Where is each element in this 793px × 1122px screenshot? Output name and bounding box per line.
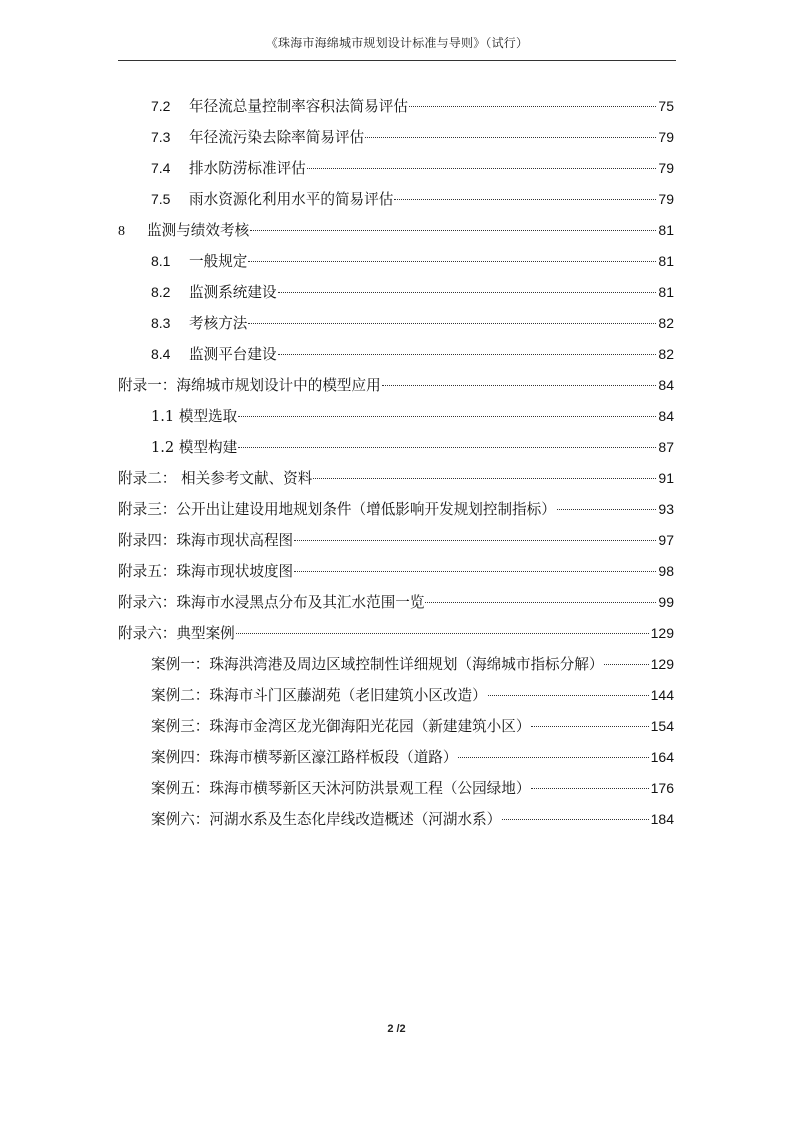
toc-entry-page: 144	[650, 687, 674, 703]
toc-entry-page: 87	[658, 439, 674, 455]
toc-entry-title: 案例一：珠海洪湾港及周边区域控制性详细规划（海绵城市指标分解）	[151, 656, 604, 673]
toc-entry-title: 案例三：珠海市金湾区龙光御海阳光花园（新建建筑小区）	[151, 718, 531, 735]
toc-dot-leader	[409, 106, 657, 107]
toc-entry-title: 案例六：河湖水系及生态化岸线改造概述（河湖水系）	[151, 811, 502, 828]
toc-entry-page: 97	[658, 532, 674, 548]
toc-dot-leader	[294, 540, 656, 541]
toc-entry-number: 8.3	[151, 315, 171, 331]
toc-entry-number: 7.4	[151, 160, 171, 176]
toc-entry-page: 81	[658, 222, 674, 238]
toc-entry[interactable]	[118, 435, 674, 466]
toc-dot-leader	[278, 354, 657, 355]
toc-entry-page: 81	[658, 253, 674, 269]
toc-entry-page: 91	[658, 470, 674, 486]
toc-entry-number: 8.2	[151, 284, 171, 300]
toc-dot-leader	[294, 571, 656, 572]
toc-dot-leader	[382, 385, 657, 386]
toc-entry-title: 附录六：典型案例	[118, 625, 235, 642]
toc-entry[interactable]	[118, 125, 674, 156]
toc-entry-page: 82	[658, 346, 674, 362]
toc-dot-leader	[248, 261, 656, 262]
toc-dot-leader	[425, 602, 656, 603]
toc-dot-leader	[365, 137, 656, 138]
toc-entry[interactable]	[118, 218, 674, 249]
toc-dot-leader	[238, 416, 656, 417]
toc-entry-title: 监测平台建设	[189, 346, 277, 363]
toc-entry-page: 82	[658, 315, 674, 331]
toc-entry-page: 98	[658, 563, 674, 579]
toc-entry[interactable]	[118, 249, 674, 280]
toc-entry[interactable]	[118, 807, 674, 838]
toc-entry-title: 案例二：珠海市斗门区藤湖苑（老旧建筑小区改造）	[151, 687, 487, 704]
toc-entry[interactable]	[118, 342, 674, 373]
toc-entry[interactable]	[118, 683, 674, 714]
toc-entry-page: 154	[650, 718, 674, 734]
toc-entry-page: 93	[658, 501, 674, 517]
toc-entry-title: 案例五：珠海市横琴新区天沐河防洪景观工程（公园绿地）	[151, 780, 531, 797]
table-of-contents	[118, 94, 674, 838]
toc-entry-title: 年径流污染去除率简易评估	[189, 129, 365, 146]
toc-dot-leader	[531, 788, 648, 789]
toc-entry-page: 79	[658, 191, 674, 207]
toc-entry-page: 129	[650, 625, 674, 641]
toc-entry[interactable]	[118, 156, 674, 187]
toc-entry-number: 8.4	[151, 346, 171, 362]
toc-entry[interactable]	[118, 776, 674, 807]
toc-entry-title: 1.1 模型选取	[151, 408, 238, 425]
toc-entry[interactable]	[118, 528, 674, 559]
toc-dot-leader	[557, 509, 657, 510]
toc-dot-leader	[313, 478, 656, 479]
toc-dot-leader	[238, 447, 656, 448]
toc-entry[interactable]	[118, 497, 674, 528]
running-header: 《珠海市海绵城市规划设计标准与导则》（试行）	[265, 36, 529, 50]
toc-entry-title: 雨水资源化利用水平的简易评估	[189, 191, 394, 208]
toc-entry-page: 84	[658, 377, 674, 393]
toc-entry-title: 排水防涝标准评估	[189, 160, 306, 177]
toc-entry-number: 8.1	[151, 253, 171, 269]
toc-entry-title: 考核方法	[189, 315, 248, 332]
toc-entry-title: 监测与绩效考核	[147, 222, 250, 239]
toc-entry[interactable]	[118, 559, 674, 590]
toc-entry-page: 79	[658, 160, 674, 176]
toc-entry-title: 附录五：珠海市现状坡度图	[118, 563, 294, 580]
toc-entry-page: 84	[658, 408, 674, 424]
toc-entry-title: 附录六：珠海市水浸黑点分布及其汇水范围一览	[118, 594, 425, 611]
toc-entry[interactable]	[118, 466, 674, 497]
toc-entry-title: 附录四：珠海市现状高程图	[118, 532, 294, 549]
toc-entry-number: 7.5	[151, 191, 171, 207]
toc-entry-title: 1.2 模型构建	[151, 439, 238, 456]
header-divider	[118, 60, 676, 61]
toc-entry-title: 一般规定	[189, 253, 248, 270]
toc-entry-page: 81	[658, 284, 674, 300]
toc-dot-leader	[531, 726, 648, 727]
toc-entry-page: 184	[650, 811, 674, 827]
toc-entry[interactable]	[118, 652, 674, 683]
toc-entry[interactable]	[118, 714, 674, 745]
toc-entry-page: 176	[650, 780, 674, 796]
toc-entry-number: 7.2	[151, 98, 171, 114]
toc-entry-number: 8	[118, 224, 125, 239]
toc-entry-page: 75	[658, 98, 674, 114]
toc-dot-leader	[394, 199, 656, 200]
toc-dot-leader	[502, 819, 648, 820]
toc-dot-leader	[604, 664, 648, 665]
toc-dot-leader	[278, 292, 657, 293]
toc-entry[interactable]	[118, 187, 674, 218]
toc-entry[interactable]	[118, 94, 674, 125]
toc-entry-title: 附录二： 相关参考文献、资料	[118, 470, 313, 487]
page-number: 2 /2	[387, 1023, 406, 1035]
toc-entry[interactable]	[118, 745, 674, 776]
toc-dot-leader	[307, 168, 657, 169]
toc-entry[interactable]	[118, 590, 674, 621]
toc-dot-leader	[236, 633, 649, 634]
toc-entry[interactable]	[118, 373, 674, 404]
toc-dot-leader	[488, 695, 649, 696]
toc-entry[interactable]	[118, 280, 674, 311]
toc-dot-leader	[248, 323, 656, 324]
toc-entry-title: 附录三：公开出让建设用地规划条件（增低影响开发规划控制指标）	[118, 501, 556, 518]
toc-entry-title: 附录一：海绵城市规划设计中的模型应用	[118, 377, 381, 394]
toc-entry[interactable]	[118, 404, 674, 435]
toc-entry-title: 年径流总量控制率容积法简易评估	[189, 98, 408, 115]
toc-entry-title: 案例四：珠海市横琴新区濠江路样板段（道路）	[151, 749, 458, 766]
toc-entry-page: 99	[658, 594, 674, 610]
toc-entry-page: 79	[658, 129, 674, 145]
toc-entry-number: 7.3	[151, 129, 171, 145]
toc-dot-leader	[250, 230, 656, 231]
toc-entry-page: 164	[650, 749, 674, 765]
toc-dot-leader	[458, 757, 648, 758]
toc-entry-page: 129	[650, 656, 674, 672]
toc-entry-title: 监测系统建设	[189, 284, 277, 301]
toc-entry[interactable]	[118, 621, 674, 652]
toc-entry[interactable]	[118, 311, 674, 342]
